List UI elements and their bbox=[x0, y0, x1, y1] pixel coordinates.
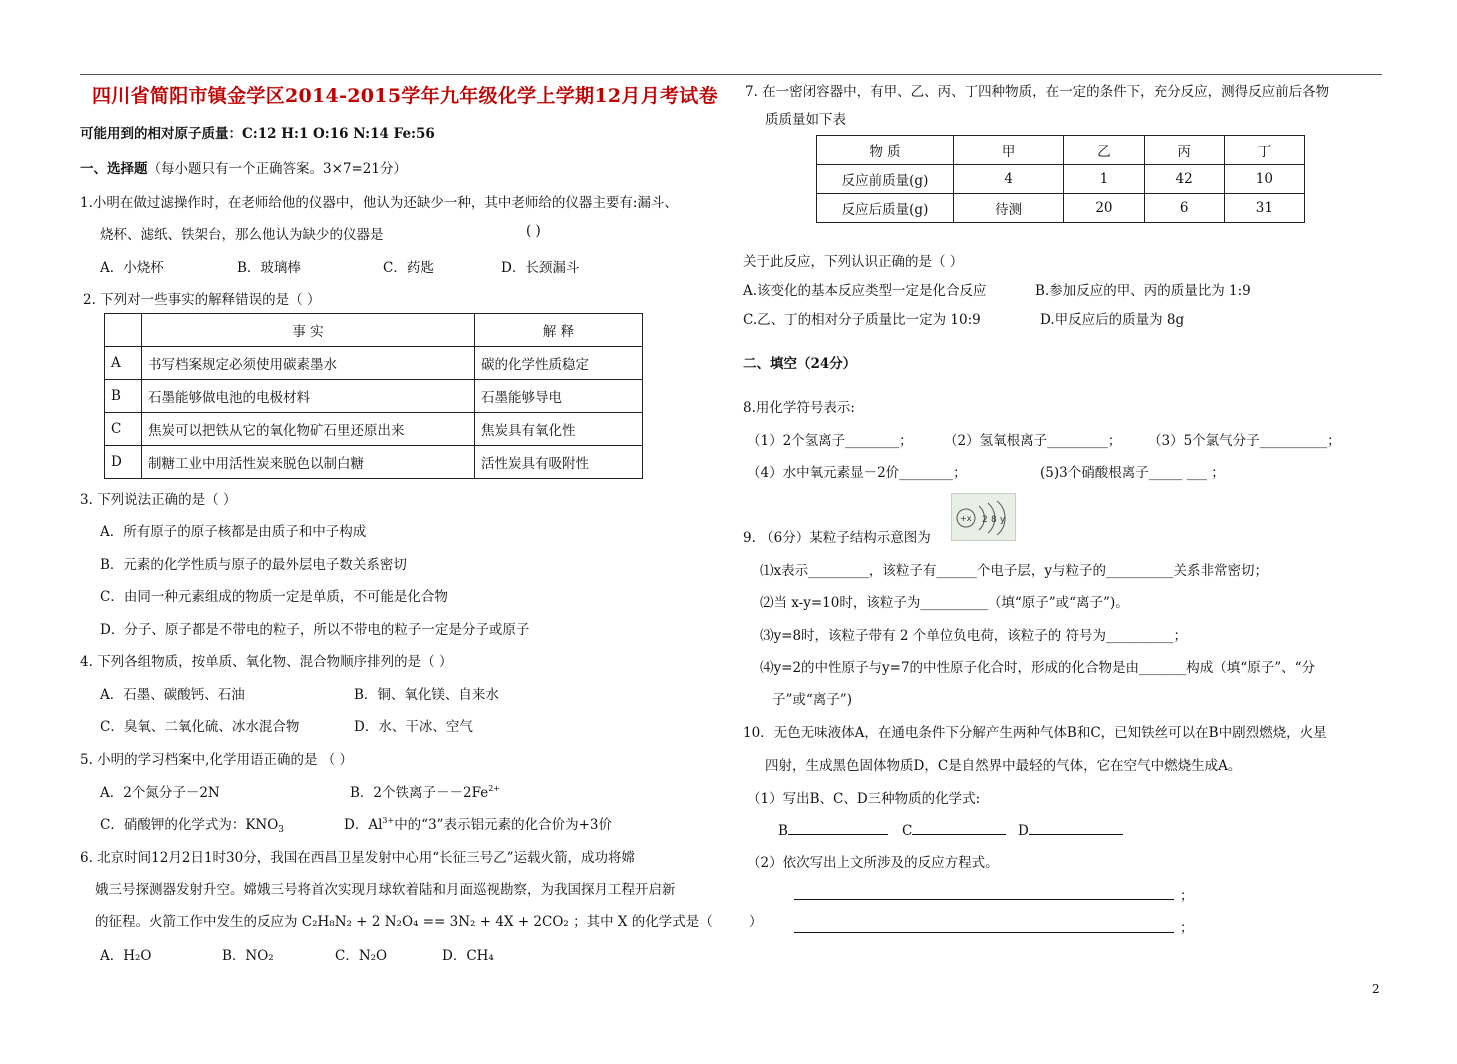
q6-option-d: D．CH₄ bbox=[442, 948, 494, 964]
q5-stem: 5. 小明的学习档案中,化学用语正确的是 （ ） bbox=[80, 752, 354, 768]
q5-option-c bbox=[100, 813, 284, 835]
q10-line1: 10．无色无味液体A，在通电条件下分解产生两种气体B和C，已知铁丝可以在B中剧烈燃烧，火星 bbox=[743, 725, 1327, 741]
q2-stem: 2. 下列对一些事实的解释错误的是（ ） bbox=[83, 292, 321, 308]
q1-option-b: B．玻璃棒 bbox=[237, 260, 301, 276]
q2-row-explain: 石墨能够导电 bbox=[475, 380, 643, 413]
q1-option-d: D．长颈漏斗 bbox=[501, 260, 580, 276]
section1-heading: 一、选择题 bbox=[80, 161, 148, 177]
q10-blank-b bbox=[778, 820, 888, 839]
q7-cell: 1 bbox=[1064, 165, 1144, 194]
q8-item1: （1）2个氢离子________； bbox=[747, 433, 913, 449]
q1-answer-paren: ( ) bbox=[526, 223, 541, 239]
header-rule bbox=[80, 74, 1382, 75]
q10-answer-blank-d[interactable] bbox=[1029, 820, 1123, 835]
q8-item2: （2）氢氧根离子_________； bbox=[944, 433, 1122, 449]
q10-label-c: C bbox=[902, 823, 913, 839]
svg-text:8: 8 bbox=[991, 515, 997, 525]
section1-note: （每小题只有一个正确答案。3×7=21分） bbox=[147, 161, 407, 177]
q6-option-c: C．N₂O bbox=[335, 948, 388, 964]
table-row bbox=[105, 347, 643, 380]
q3-stem: 3. 下列说法正确的是（ ） bbox=[80, 492, 237, 508]
q10-blank-d bbox=[1018, 820, 1123, 839]
q7-cell: 31 bbox=[1224, 194, 1304, 223]
q9-part4: ⑷y=2的中性原子与y=7的中性原子化合时，形成的化合物是由_______构成（填“原子”、“分 bbox=[760, 660, 1316, 676]
q2-row-fact: 石墨能够做电池的电极材料 bbox=[142, 380, 475, 413]
q7-cell: 10 bbox=[1224, 165, 1304, 194]
q5-option-c-subscript: 3 bbox=[278, 825, 285, 835]
q4-option-c: C．臭氧、二氧化硫、冰水混合物 bbox=[100, 719, 300, 735]
q7-option-c: C.乙、丁的相对分子质量比一定为 10:9 bbox=[743, 312, 981, 328]
section1-heading-line bbox=[80, 157, 407, 177]
q7-line2: 质质量如下表 bbox=[765, 112, 846, 128]
q4-option-d: D．水、干冰、空气 bbox=[354, 719, 473, 735]
q2-row-label: D bbox=[105, 446, 142, 479]
table-row bbox=[105, 413, 643, 446]
q10-part2: （2）依次写出上文所涉及的反应方程式。 bbox=[747, 855, 999, 871]
q2-row-fact: 制糖工业中用活性炭来脱色以制白糖 bbox=[142, 446, 475, 479]
q7-header-substance: 物 质 bbox=[817, 136, 954, 165]
q5-option-d-pre: D．Al bbox=[344, 817, 383, 833]
q5-option-b-charge: 2+ bbox=[488, 784, 501, 793]
q3-option-b: B．元素的化学性质与原子的最外层电子数关系密切 bbox=[100, 557, 407, 573]
q6-line2: 娥三号探测器发射升空。嫦娥三号将首次实现月球软着陆和月面巡视勘察，为我国探月工程开启新 bbox=[95, 882, 676, 898]
q7-option-a: A.该变化的基本反应类型一定是化合反应 bbox=[743, 283, 987, 299]
q2-header-empty bbox=[105, 314, 142, 347]
q4-stem: 4. 下列各组物质，按单质、氧化物、混合物顺序排列的是（ ） bbox=[80, 654, 453, 670]
q7-ask: 关于此反应，下列认识正确的是（ ） bbox=[743, 254, 964, 270]
q2-header-explain: 解 释 bbox=[475, 314, 643, 347]
q5-option-b bbox=[350, 781, 500, 801]
q6-line1: 6. 北京时间12月2日1时30分，我国在西昌卫星发射中心用“长征三号乙”运载火箭，成功将嫦 bbox=[80, 850, 636, 866]
q4-option-a: A．石墨、碳酸钙、石油 bbox=[100, 687, 245, 703]
q8-item4: （4）水中氧元素显－2价________； bbox=[747, 465, 967, 481]
q7-line1: 7. 在一密闭容器中，有甲、乙、丙、丁四种物质，在一定的条件下，充分反应，测得反应前后各物 bbox=[745, 84, 1330, 100]
q10-label-b: B bbox=[778, 823, 788, 839]
q5-option-d-charge: 3+ bbox=[382, 816, 395, 825]
q2-header-fact: 事 实 bbox=[142, 314, 475, 347]
q8-item3: （3）5个氯气分子__________； bbox=[1148, 433, 1341, 449]
q5-option-a: A．2个氮分子－2N bbox=[100, 785, 220, 801]
q7-option-d: D.甲反应后的质量为 8g bbox=[1040, 312, 1185, 328]
q10-answer-blank-c[interactable] bbox=[912, 820, 1006, 835]
q10-blank-c bbox=[902, 820, 1006, 839]
q6-paren-close: ） bbox=[749, 914, 763, 930]
q10-label-d: D bbox=[1018, 823, 1029, 839]
q10-semicolon-2: ； bbox=[1180, 920, 1194, 936]
q7-table-header bbox=[817, 136, 1305, 165]
q2-row-explain: 活性炭具有吸附性 bbox=[475, 446, 643, 479]
section2-heading: 二、填空（24分） bbox=[743, 356, 857, 372]
q3-option-d: D．分子、原子都是不带电的粒子，所以不带电的粒子一定是分子或原子 bbox=[100, 622, 530, 638]
exam-title: 四川省简阳市镇金学区2014-2015学年九年级化学上学期12月月考试卷 bbox=[92, 85, 718, 107]
q7-cell: 20 bbox=[1064, 194, 1144, 223]
q3-option-a: A．所有原子的原子核都是由质子和中子构成 bbox=[100, 524, 367, 540]
q9-stem: 9. （6分）某粒子结构示意图为 bbox=[743, 530, 931, 546]
q5-option-d bbox=[344, 813, 612, 833]
q7-cell: 6 bbox=[1144, 194, 1224, 223]
q4-option-b: B．铜、氧化镁、自来水 bbox=[354, 687, 499, 703]
q2-row-explain: 碳的化学性质稳定 bbox=[475, 347, 643, 380]
q7-header-jia: 甲 bbox=[954, 136, 1064, 165]
atomic-masses: 可能用到的相对原子质量：C:12 H:1 O:16 N:14 Fe:56 bbox=[80, 126, 435, 142]
q1-line2: 烧杯、滤纸、铁架台，那么他认为缺少的仪器是 bbox=[100, 227, 384, 243]
table-row bbox=[817, 165, 1305, 194]
q7-header-ding: 丁 bbox=[1224, 136, 1304, 165]
q2-row-fact: 焦炭可以把铁从它的氧化物矿石里还原出来 bbox=[142, 413, 475, 446]
q7-row-label: 反应前质量(g) bbox=[817, 165, 954, 194]
q10-equation-line-2[interactable] bbox=[794, 932, 1174, 933]
q8-stem: 8.用化学符号表示: bbox=[743, 400, 855, 416]
q1-option-a: A．小烧杯 bbox=[100, 260, 164, 276]
q3-option-c: C．由同一种元素组成的物质一定是单质，不可能是化合物 bbox=[100, 589, 448, 605]
q7-cell: 42 bbox=[1144, 165, 1224, 194]
q9-part5: 子”或“离子”) bbox=[772, 692, 852, 708]
q2-row-label: B bbox=[105, 380, 142, 413]
q10-answer-blank-b[interactable] bbox=[788, 820, 888, 835]
q5-option-b-text: B．2个铁离子－－2Fe bbox=[350, 785, 489, 801]
q7-header-yi: 乙 bbox=[1064, 136, 1144, 165]
q9-part2: ⑵当 x-y=10时，该粒子为__________（填“原子”或“离子”)。 bbox=[760, 595, 1129, 611]
q7-cell: 4 bbox=[954, 165, 1064, 194]
q7-table bbox=[816, 135, 1305, 223]
q5-option-d-post: 中的“3”表示铝元素的化合价为+3价 bbox=[394, 817, 612, 833]
svg-text:+x: +x bbox=[960, 514, 972, 523]
q7-option-b: B.参加反应的甲、丙的质量比为 1:9 bbox=[1035, 283, 1251, 299]
q10-semicolon-1: ； bbox=[1180, 888, 1194, 904]
table-row bbox=[817, 194, 1305, 223]
q2-row-label: A bbox=[105, 347, 142, 380]
q9-part1: ⑴x表示_________，该粒子有______个电子层，y与粒子的__________关系非常密切； bbox=[760, 563, 1268, 579]
q7-cell: 待测 bbox=[954, 194, 1064, 223]
svg-text:y: y bbox=[1000, 515, 1006, 525]
q2-table bbox=[104, 313, 643, 479]
q6-option-a: A．H₂O bbox=[100, 948, 152, 964]
q6-line3: 的征程。火箭工作中发生的反应为 C₂H₈N₂ + 2 N₂O₄ == 3N₂ + 4X + 2CO₂ ；其中 X 的化学式是（ bbox=[95, 914, 713, 930]
q2-row-explain: 焦炭具有氧化性 bbox=[475, 413, 643, 446]
svg-text:2: 2 bbox=[982, 515, 988, 525]
q10-line2: 四射，生成黑色固体物质D，C是自然界中最轻的气体，它在空气中燃烧生成A。 bbox=[765, 758, 1242, 774]
page-number: 2 bbox=[1372, 982, 1380, 996]
q2-table-header bbox=[105, 314, 643, 347]
q6-option-b: B．NO₂ bbox=[222, 948, 274, 964]
q10-equation-line-1[interactable] bbox=[794, 899, 1174, 900]
q8-item5: (5)3个硝酸根离子_____ ___ ； bbox=[1040, 465, 1225, 481]
table-row bbox=[105, 380, 643, 413]
q1-option-c: C．药匙 bbox=[383, 260, 434, 276]
q2-row-fact: 书写档案规定必须使用碳素墨水 bbox=[142, 347, 475, 380]
q2-row-label: C bbox=[105, 413, 142, 446]
q10-part1: （1）写出B、C、D三种物质的化学式: bbox=[747, 791, 981, 807]
atom-structure-icon bbox=[952, 494, 1015, 540]
atom-structure-diagram bbox=[951, 493, 1016, 541]
table-row bbox=[105, 446, 643, 479]
q5-option-c-text: C．硝酸钾的化学式为：KNO bbox=[100, 817, 279, 833]
q1-line1: 1.小明在做过滤操作时，在老师给他的仪器中，他认为还缺少一种，其中老师给的仪器主要有:漏斗、 bbox=[80, 195, 678, 211]
q9-part3: ⑶y=8时，该粒子带有 2 个单位负电荷，该粒子的 符号为__________； bbox=[760, 628, 1187, 644]
q7-header-bing: 丙 bbox=[1144, 136, 1224, 165]
q7-row-label: 反应后质量(g) bbox=[817, 194, 954, 223]
